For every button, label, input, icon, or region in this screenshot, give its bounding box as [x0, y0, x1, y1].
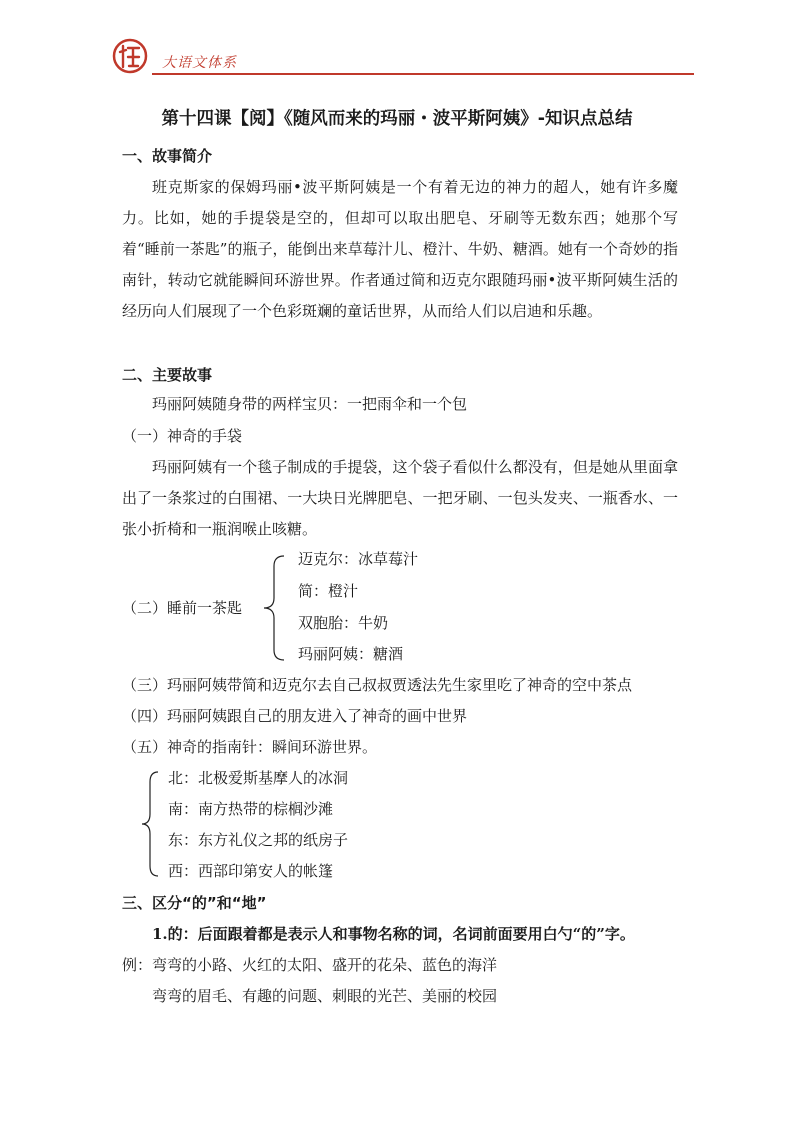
bracket-item2 [258, 552, 288, 664]
compass-branch: 南：南方热带的棕榈沙滩 [168, 800, 334, 818]
page-header [112, 38, 694, 78]
item1-label: （一）神奇的手袋 [122, 427, 243, 445]
drink-branch: 简：橙汁 [298, 582, 359, 600]
bracket-compass [140, 768, 162, 880]
story-summary-paragraph: 班克斯家的保姆玛丽•波平斯阿姨是一个有着无边的神力的超人，她有许多魔力。比如，她的手提袋是空的，但却可以取出肥皂、牙刷等无数东西；她那个写着“睡前一茶匙”的瓶子，能倒出来草莓汁儿、橙汁、牛奶、糖酒。她有一个奇妙的指南针，转动它就能瞬间环游世界。作者通过简和迈克尔跟随玛丽•波平斯阿姨生活的经历向人们展现了一个色彩斑斓的童话世界，从而给人们以启迪和乐趣。 [122, 178, 678, 320]
page-title: 第十四课【阅】《随风而来的玛丽・波平斯阿姨》-知识点总结 [161, 109, 633, 129]
drink-branch: 迈克尔：冰草莓汁 [298, 550, 419, 568]
compass-branch: 北：北极爱斯基摩人的冰洞 [168, 769, 349, 787]
section-heading-main-story: 二、主要故事 [122, 366, 213, 384]
de-example: 弯弯的眉毛、有趣的问题、刺眼的光芒、美丽的校园 [152, 987, 498, 1005]
item2-label: （二）睡前一茶匙 [122, 599, 243, 617]
seal-logo-icon [112, 38, 148, 74]
header-divider [152, 73, 694, 75]
de-rule: 1.的：后面跟着都是表示人和事物名称的词，名词前面要用白勺“的”字。 [152, 925, 635, 943]
handbag-paragraph: 玛丽阿姨有一个毯子制成的手提袋，这个袋子看似什么都没有，但是她从里面拿出了一条浆过的白围裙、一大块日光牌肥皂、一把牙刷、一包头发夹、一瓶香水、一张小折椅和一瓶润喉止咳糖。 [122, 458, 678, 538]
brand-name: 大语文体系 [162, 55, 237, 71]
item3-label: （三）玛丽阿姨带简和迈克尔去自己叔叔贾透法先生家里吃了神奇的空中茶点 [122, 676, 633, 694]
item5-label: （五）神奇的指南针：瞬间环游世界。 [122, 738, 378, 756]
section-heading-de-di: 三、区分“的”和“地” [122, 894, 267, 912]
compass-branch: 东：东方礼仪之邦的纸房子 [168, 831, 349, 849]
item4-label: （四）玛丽阿姨跟自己的朋友进入了神奇的画中世界 [122, 707, 468, 725]
section-heading-intro: 一、故事简介 [122, 147, 213, 165]
compass-branch: 西：西部印第安人的帐篷 [168, 862, 334, 880]
de-example: 例：弯弯的小路、火红的太阳、盛开的花朵、蓝色的海洋 [122, 956, 498, 974]
drink-branch: 玛丽阿姨：糖酒 [298, 645, 404, 663]
drink-branch: 双胞胎：牛奶 [298, 614, 389, 632]
treasures-intro: 玛丽阿姨随身带的两样宝贝：一把雨伞和一个包 [152, 395, 468, 413]
